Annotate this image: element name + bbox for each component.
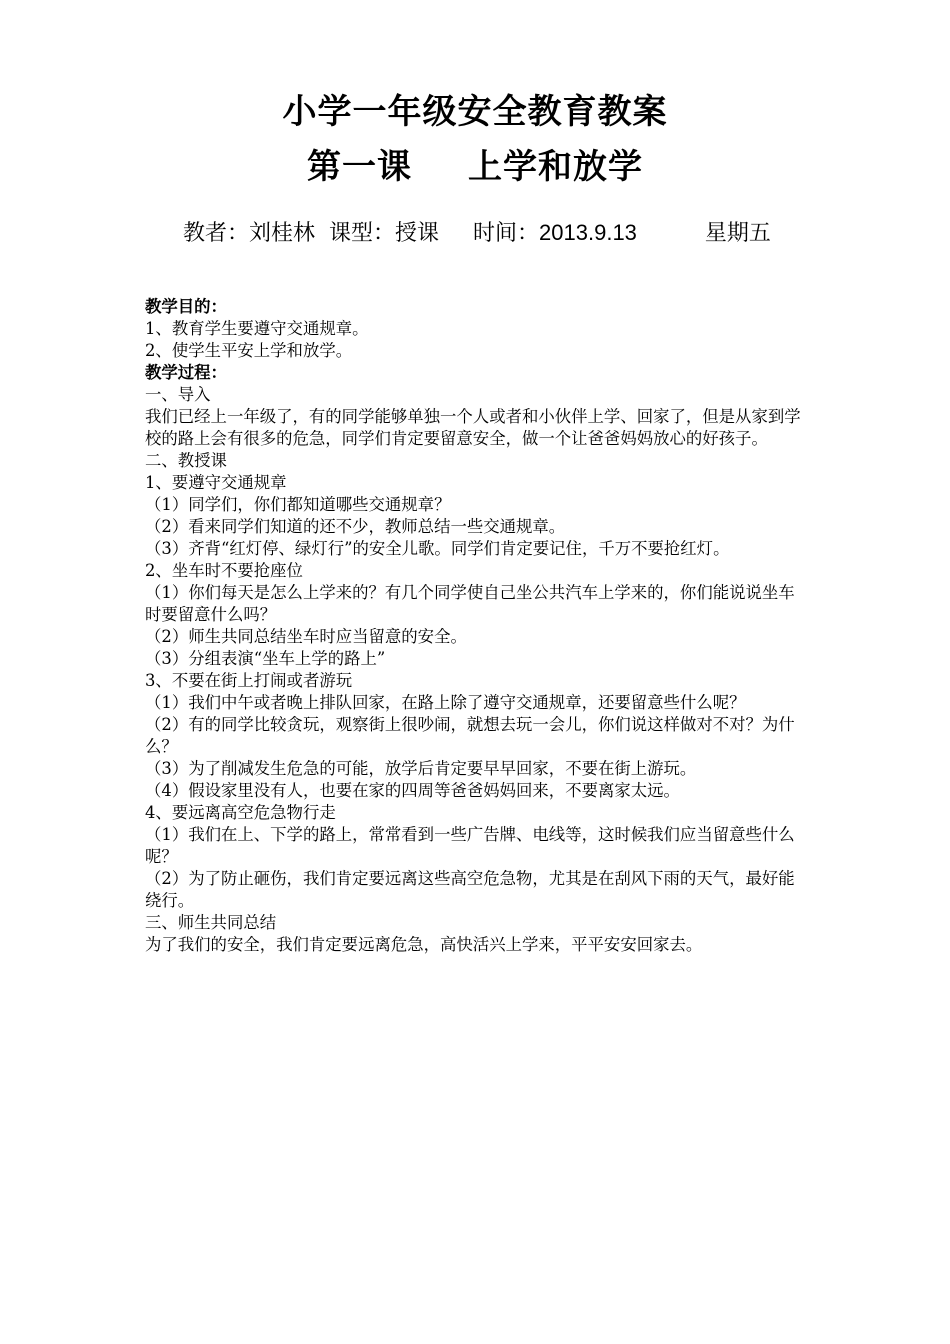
lesson-name: 上学和放学 — [468, 147, 643, 187]
content-paragraph: 三、师生共同总结 — [145, 913, 277, 932]
content-paragraph: 我们已经上一年级了，有的同学能够单独一个人或者和小伙伴上学、回家了，但是从家到学校的路上会有很多的危急，同学们肯定要留意安全，做一个让爸爸妈妈放心的好孩子。 — [145, 407, 801, 448]
content-paragraph: 4、要远离高空危急物行走 — [145, 803, 336, 822]
content-paragraph: （2）看来同学们知道的还不少，教师总结一些交通规章。 — [145, 517, 566, 536]
lesson-body — [145, 296, 809, 956]
content-paragraph: （1）同学们，你们都知道哪些交通规章？ — [145, 495, 451, 514]
time-value: 2013.9.13 — [539, 220, 637, 245]
lesson-type: 课型：授课 — [329, 221, 440, 246]
content-paragraph: 为了我们的安全，我们肯定要远离危急，高快活兴上学来，平平安安回家去。 — [145, 935, 703, 954]
teacher-info: 教者：刘桂林 — [183, 221, 316, 246]
content-paragraph: 1、教育学生要遵守交通规章。 — [145, 319, 369, 338]
time-label: 时间： — [473, 221, 540, 246]
content-paragraph: 2、坐车时不要抢座位 — [145, 561, 303, 580]
content-paragraph: （1）我们中午或者晚上排队回家，在路上除了遵守交通规章，还要留意些什么呢？ — [145, 693, 746, 712]
weekday: 星期五 — [704, 221, 771, 246]
content-paragraph: （2）有的同学比较贪玩，观察街上很吵闹，就想去玩一会儿，你们说这样做对不对？为什么？ — [145, 715, 795, 756]
content-paragraph: （2）师生共同总结坐车时应当留意的安全。 — [145, 627, 467, 646]
content-paragraph: 3、不要在街上打闹或者游玩 — [145, 671, 353, 690]
content-paragraph: 一、导入 — [145, 385, 211, 404]
content-paragraph: （1）你们每天是怎么上学来的？有几个同学使自己坐公共汽车上学来的，你们能说说坐车时要留意什么吗？ — [145, 583, 795, 624]
document-title: 小学一年级安全教育教案 — [282, 92, 668, 132]
content-paragraph: （2）为了防止砸伤，我们肯定要远离这些高空危急物，尤其是在刮风下雨的天气，最好能绕行。 — [145, 869, 795, 910]
content-paragraph: （4）假设家里没有人，也要在家的四周等爸爸妈妈回来，不要离家太远。 — [145, 781, 680, 800]
lesson-meta — [183, 218, 771, 249]
content-paragraph: （3）齐背“红灯停、绿灯行”的安全儿歌。同学们肯定要记住，千万不要抢红灯。 — [145, 539, 730, 558]
content-paragraph: 二、教授课 — [145, 451, 227, 470]
content-paragraph: （1）我们在上、下学的路上，常常看到一些广告牌、电线等，这时候我们应当留意些什么呢？ — [145, 825, 795, 866]
content-paragraph: （3）为了削减发生危急的可能，放学后肯定要早早回家，不要在街上游玩。 — [145, 759, 697, 778]
content-paragraph: 1、要遵守交通规章 — [145, 473, 287, 492]
lesson-heading — [0, 147, 950, 187]
section-heading: 教学目的： — [145, 297, 227, 316]
content-paragraph: （3）分组表演“坐车上学的路上” — [145, 649, 386, 668]
content-paragraph: 2、使学生平安上学和放学。 — [145, 341, 353, 360]
lesson-number: 第一课 — [307, 147, 412, 187]
section-heading: 教学过程： — [145, 363, 227, 382]
